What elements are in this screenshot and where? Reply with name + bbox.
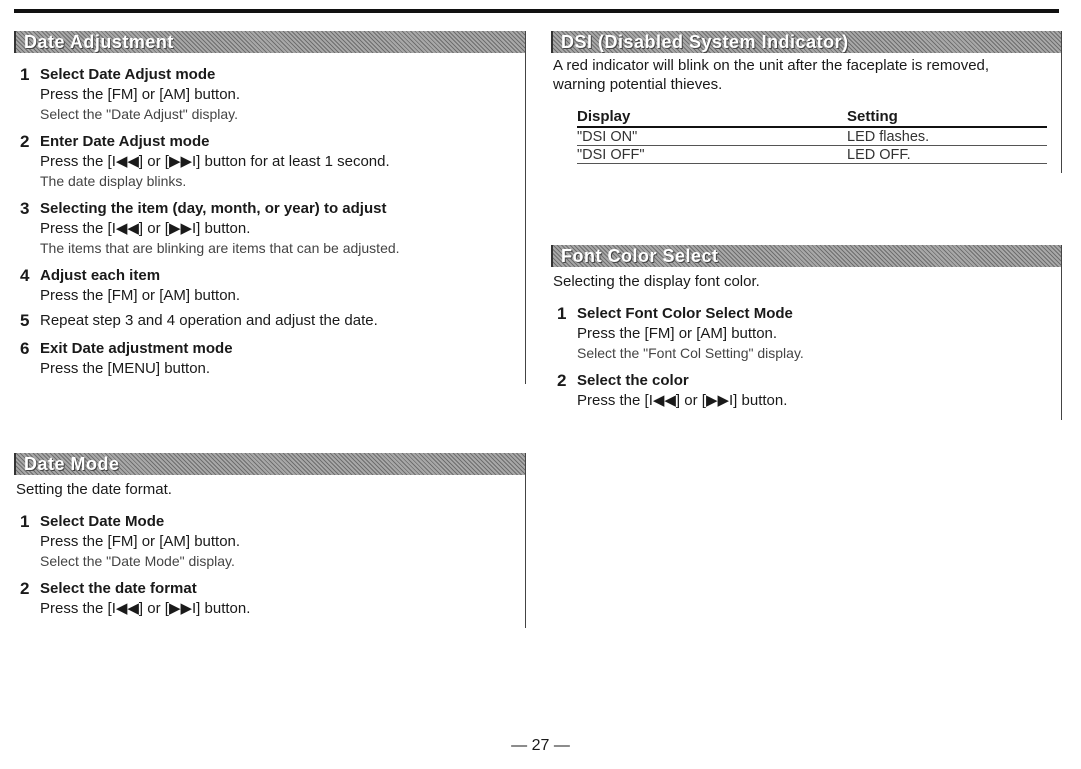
step-4 xyxy=(14,266,525,306)
step-title: Exit Date adjustment mode xyxy=(40,340,233,357)
table-cell: LED flashes. xyxy=(847,127,1047,146)
step-instruction: Press the [I◀◀] or [▶▶I] button. xyxy=(40,600,251,617)
step-note: The date display blinks. xyxy=(40,173,187,189)
date-adjustment-section xyxy=(14,31,526,384)
step-instruction: Press the [I◀◀] or [▶▶I] button for at least 1 second. xyxy=(40,153,390,170)
step-title: Select the color xyxy=(577,372,689,389)
step-2 xyxy=(14,132,525,191)
step-title: Select the date format xyxy=(40,580,197,597)
section-intro: Selecting the display font color. xyxy=(553,273,760,290)
table-cell: "DSI OFF" xyxy=(577,146,847,164)
step-title: Adjust each item xyxy=(40,267,161,284)
section-title: Font Color Select xyxy=(551,245,1061,267)
step-number: 4 xyxy=(20,266,30,285)
step-title: Select Font Color Select Mode xyxy=(577,305,793,322)
dsi-settings-table xyxy=(577,108,1047,164)
step-3 xyxy=(14,199,525,258)
table-cell: "DSI ON" xyxy=(577,127,847,146)
table-row xyxy=(577,127,1047,146)
section-intro: Setting the date format. xyxy=(16,481,172,498)
step-title: Selecting the item (day, month, or year) to adjust xyxy=(40,200,387,217)
step-number: 2 xyxy=(20,132,30,151)
step-instruction: Press the [FM] or [AM] button. xyxy=(40,287,241,304)
section-intro: A red indicator will blink on the unit after the faceplate is removed, warning potential thieves. xyxy=(553,57,990,93)
step-title: Select Date Mode xyxy=(40,513,165,530)
step-instruction: Press the [FM] or [AM] button. xyxy=(40,86,241,103)
step-instruction: Press the [FM] or [AM] button. xyxy=(577,325,778,342)
step-2 xyxy=(551,371,1061,411)
font-color-section xyxy=(551,245,1062,420)
section-title: Date Mode xyxy=(14,453,525,475)
date-mode-section xyxy=(14,453,526,628)
step-instruction: Press the [I◀◀] or [▶▶I] button. xyxy=(40,220,251,237)
step-note: Select the "Date Adjust" display. xyxy=(40,106,239,122)
step-2 xyxy=(14,579,525,619)
step-title: Select Date Adjust mode xyxy=(40,66,216,83)
step-number: 3 xyxy=(20,199,30,218)
step-instruction: Repeat step 3 and 4 operation and adjust the date. xyxy=(40,312,378,329)
step-1 xyxy=(551,304,1061,363)
page-number: — 27 — xyxy=(511,737,570,754)
step-title: Enter Date Adjust mode xyxy=(40,133,210,150)
section-title: DSI (Disabled System Indicator) xyxy=(551,31,1061,53)
step-6 xyxy=(14,339,525,379)
table-cell: LED OFF. xyxy=(847,146,1047,164)
step-note: The items that are blinking are items that can be adjusted. xyxy=(40,240,400,256)
dsi-section xyxy=(551,31,1062,173)
table-header: Display xyxy=(577,108,847,127)
step-number: 2 xyxy=(20,579,30,598)
step-number: 1 xyxy=(20,512,30,531)
step-1 xyxy=(14,512,525,571)
table-header: Setting xyxy=(847,108,1047,127)
step-number: 1 xyxy=(557,304,567,323)
step-note: Select the "Date Mode" display. xyxy=(40,553,235,569)
step-number: 6 xyxy=(20,339,30,358)
table-row xyxy=(577,146,1047,164)
step-note: Select the "Font Col Setting" display. xyxy=(577,345,804,361)
step-instruction: Press the [I◀◀] or [▶▶I] button. xyxy=(577,392,788,409)
section-title: Date Adjustment xyxy=(14,31,525,53)
step-instruction: Press the [FM] or [AM] button. xyxy=(40,533,241,550)
step-number: 5 xyxy=(20,311,30,330)
step-number: 1 xyxy=(20,65,30,84)
step-number: 2 xyxy=(557,371,567,390)
table-header-row xyxy=(577,108,1047,127)
step-5 xyxy=(14,311,525,331)
top-rule xyxy=(14,9,1059,13)
step-1 xyxy=(14,65,525,124)
step-instruction: Press the [MENU] button. xyxy=(40,360,211,377)
